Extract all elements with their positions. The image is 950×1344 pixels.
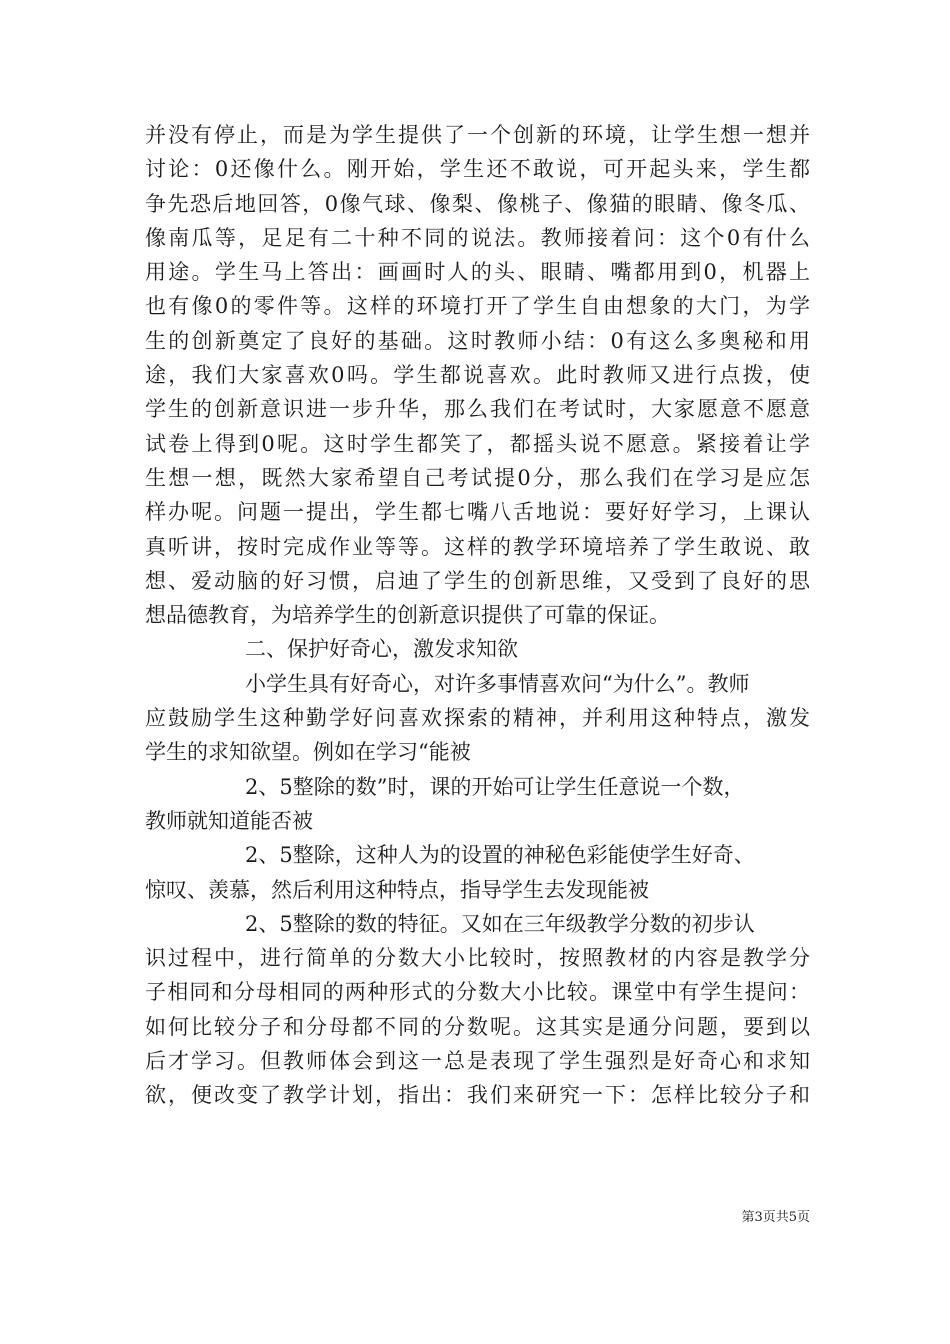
body-line: 途，我们大家喜欢0吗。学生都说喜欢。此时教师又进行点拨，使 bbox=[145, 363, 810, 388]
body-line: 像南瓜等，足足有二十种不同的说法。教师接着问：这个0有什么 bbox=[145, 225, 810, 250]
body-line: 小学生具有好奇心，对许多事情喜欢问“为什么”。教师 bbox=[245, 671, 750, 696]
document-body bbox=[145, 118, 810, 1113]
body-line: 并没有停止，而是为学生提供了一个创新的环境，让学生想一想并 bbox=[145, 123, 810, 147]
body-line: 真听讲，按时完成作业等等。这样的教学环境培养了学生敢说、敢 bbox=[145, 534, 810, 559]
body-line: 讨论：0还像什么。刚开始，学生还不敢说，可开起头来，学生都 bbox=[145, 157, 810, 182]
body-line: 也有像0的零件等。这样的环境打开了学生自由想象的大门，为学 bbox=[145, 294, 810, 319]
body-line: 2、5整除的数”时，课的开始可让学生任意说一个数， bbox=[245, 774, 745, 799]
body-line: 想品德教育，为培养学生的创新意识提供了可靠的保证。 bbox=[145, 603, 670, 628]
body-line: 学生的求知欲望。例如在学习“能被 bbox=[145, 740, 471, 765]
body-line: 应鼓励学生这种勤学好问喜欢探索的精神，并利用这种特点，激发 bbox=[145, 706, 810, 731]
body-line: 识过程中，进行简单的分数大小比较时，按照教材的内容是教学分 bbox=[145, 946, 810, 971]
body-line: 2、5整除的数的特征。又如在三年级教学分数的初步认 bbox=[245, 911, 755, 936]
body-line: 2、5整除，这种人为的设置的神秘色彩能使学生好奇、 bbox=[245, 843, 755, 868]
body-line: 惊叹、羡慕，然后利用这种特点，指导学生去发现能被 bbox=[145, 877, 649, 902]
body-line: 用途。学生马上答出：画画时人的头、眼睛、嘴都用到0，机器上 bbox=[145, 260, 810, 285]
body-line: 子相同和分母相同的两种形式的分数大小比较。课堂中有学生提问： bbox=[145, 980, 810, 1005]
body-line: 想、爱动脑的好习惯，启迪了学生的创新思维，又受到了良好的思 bbox=[145, 568, 810, 593]
page-number: 第3页共5页 bbox=[741, 1210, 810, 1225]
body-line: 生想一想，既然大家希望自己考试提0分，那么我们在学习是应怎 bbox=[145, 465, 810, 490]
body-line: 后才学习。但教师体会到这一总是表现了学生强烈是好奇心和求知 bbox=[145, 1049, 810, 1074]
body-line: 学生的创新意识进一步升华，那么我们在考试时，大家愿意不愿意 bbox=[145, 397, 810, 422]
body-line: 争先恐后地回答，0像气球、像梨、像桃子、像猫的眼睛、像冬瓜、 bbox=[145, 191, 810, 216]
body-line: 如何比较分子和分母都不同的分数呢。这其实是通分问题，要到以 bbox=[145, 1014, 810, 1039]
section-heading: 二、保护好奇心，激发求知欲 bbox=[245, 637, 518, 662]
body-line: 教师就知道能否被 bbox=[145, 808, 313, 833]
body-line: 试卷上得到0呢。这时学生都笑了，都摇头说不愿意。紧接着让学 bbox=[145, 431, 810, 456]
body-line: 欲，便改变了教学计划，指出：我们来研究一下：怎样比较分子和 bbox=[145, 1083, 810, 1108]
body-line: 生的创新奠定了良好的基础。这时教师小结：0有这么多奥秘和用 bbox=[145, 328, 810, 353]
body-line: 样办呢。问题一提出，学生都七嘴八舌地说：要好好学习，上课认 bbox=[145, 500, 810, 525]
